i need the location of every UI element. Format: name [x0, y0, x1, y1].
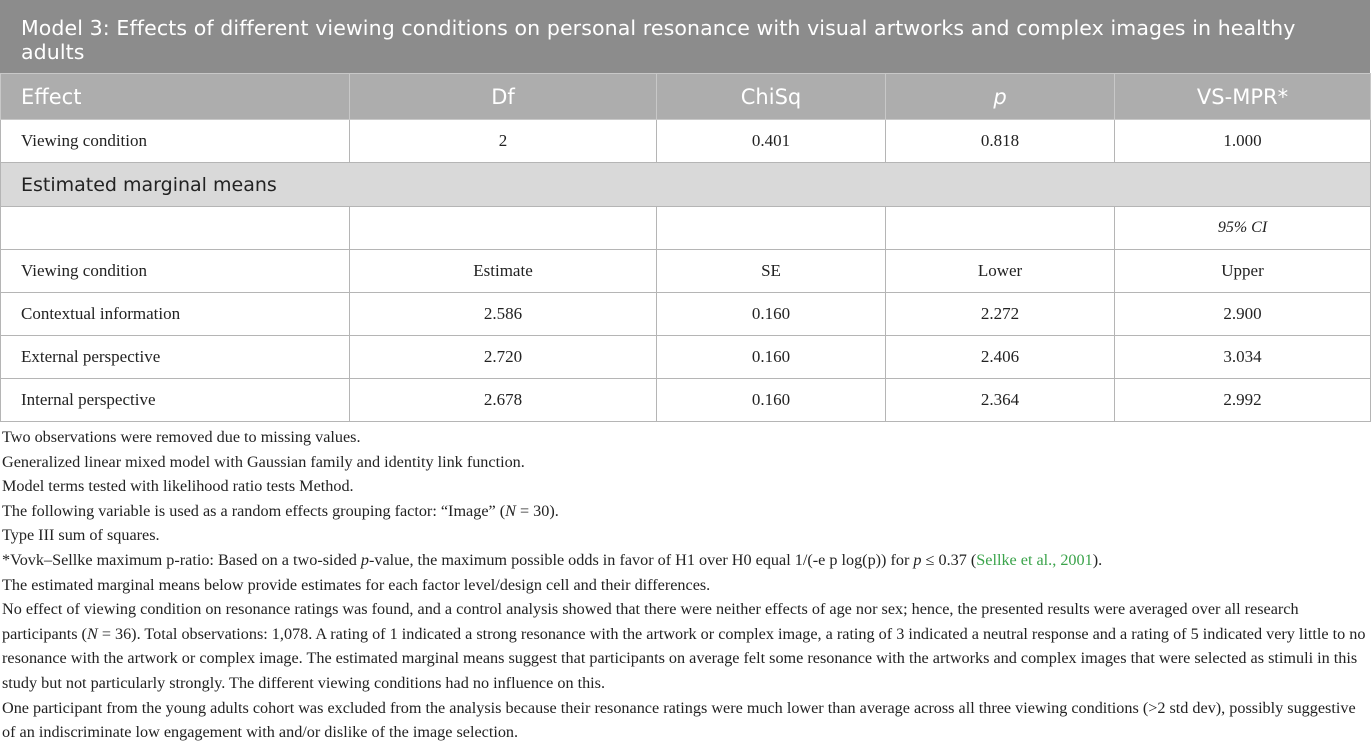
- table-row: [1, 207, 1371, 250]
- table-footnotes: [2, 425, 1368, 745]
- cell-estimate: 2.586: [350, 293, 657, 336]
- cell-lower: 2.272: [886, 293, 1115, 336]
- section-row: [1, 163, 1371, 207]
- table-header-row: [1, 74, 1371, 120]
- note-line: *Vovk–Sellke maximum p-ratio: Based on a two-sided p-value, the maximum possible odds in favor of H1 over H0 equal 1/(-e p log(p)) for p ≤ 0.37 (Sellke et al., 2001).: [2, 550, 1103, 569]
- cell-condition: External perspective: [1, 336, 350, 379]
- cell-condition: Internal perspective: [1, 379, 350, 422]
- cell-upper: 2.900: [1115, 293, 1371, 336]
- col-se: SE: [657, 250, 886, 293]
- table-row: [1, 336, 1371, 379]
- cell-estimate: 2.720: [350, 336, 657, 379]
- cell-condition: Contextual information: [1, 293, 350, 336]
- note-line: The estimated marginal means below provide estimates for each factor level/design cell and their differences.: [2, 575, 711, 594]
- table-row: [1, 379, 1371, 422]
- cell-effect: Viewing condition: [1, 120, 350, 163]
- col-lower: Lower: [886, 250, 1115, 293]
- header-vsmpr: VS-MPR*: [1115, 74, 1371, 120]
- header-p: p: [886, 74, 1115, 120]
- cell-estimate: 2.678: [350, 379, 657, 422]
- cell-lower: 2.406: [886, 336, 1115, 379]
- col-condition: Viewing condition: [1, 250, 350, 293]
- table-row: [1, 293, 1371, 336]
- table-row: [1, 250, 1371, 293]
- col-estimate: Estimate: [350, 250, 657, 293]
- cell-upper: 3.034: [1115, 336, 1371, 379]
- col-upper: Upper: [1115, 250, 1371, 293]
- note-line: Model terms tested with likelihood ratio tests Method.: [2, 477, 354, 496]
- table-title: Model 3: Effects of different viewing conditions on personal resonance with visual artworks and complex images in healthy adults: [0, 0, 1370, 73]
- cell-p: 0.818: [886, 120, 1115, 163]
- citation-link[interactable]: Sellke et al., 2001: [976, 550, 1093, 569]
- cell-df: 2: [350, 120, 657, 163]
- cell-se: 0.160: [657, 336, 886, 379]
- note-paragraph: One participant from the young adults cohort was excluded from the analysis because their resonance ratings were much lower than average across all three viewing conditions (>2 std dev), possibly suggestive of an indiscriminate low engagement with and/or dislike of the image selection.: [2, 698, 1356, 742]
- cell-se: 0.160: [657, 293, 886, 336]
- note-line: The following variable is used as a random effects grouping factor: “Image” (N = 30).: [2, 501, 559, 520]
- cell-se: 0.160: [657, 379, 886, 422]
- header-df: Df: [350, 74, 657, 120]
- cell-vsmpr: 1.000: [1115, 120, 1371, 163]
- header-effect: Effect: [1, 74, 350, 120]
- section-label: Estimated marginal means: [1, 163, 1371, 207]
- table-row: [1, 120, 1371, 163]
- ci-label: 95% CI: [1115, 207, 1371, 250]
- header-chisq: ChiSq: [657, 74, 886, 120]
- note-line: Type III sum of squares.: [2, 526, 160, 545]
- cell-upper: 2.992: [1115, 379, 1371, 422]
- note-line: Two observations were removed due to missing values.: [2, 428, 361, 446]
- cell-chisq: 0.401: [657, 120, 886, 163]
- results-table: [0, 73, 1371, 422]
- note-paragraph: No effect of viewing condition on resonance ratings was found, and a control analysis showed that there were neither effects of age nor sex; hence, the presented results were averaged over all research participants (N = 36). Total observations: 1,078. A rating of 1 indicated a strong resonance with the artwork or complex image, a rating of 3 indicated a neutral response and a rating of 5 indicated very little to no resonance with the artwork or complex image. The estimated marginal means suggest that participants on average felt some resonance with the artworks and complex images that were selected as stimuli in this study but not particularly strongly. The different viewing conditions had no influence on this.: [2, 600, 1366, 692]
- note-line: Generalized linear mixed model with Gaussian family and identity link function.: [2, 452, 525, 471]
- cell-lower: 2.364: [886, 379, 1115, 422]
